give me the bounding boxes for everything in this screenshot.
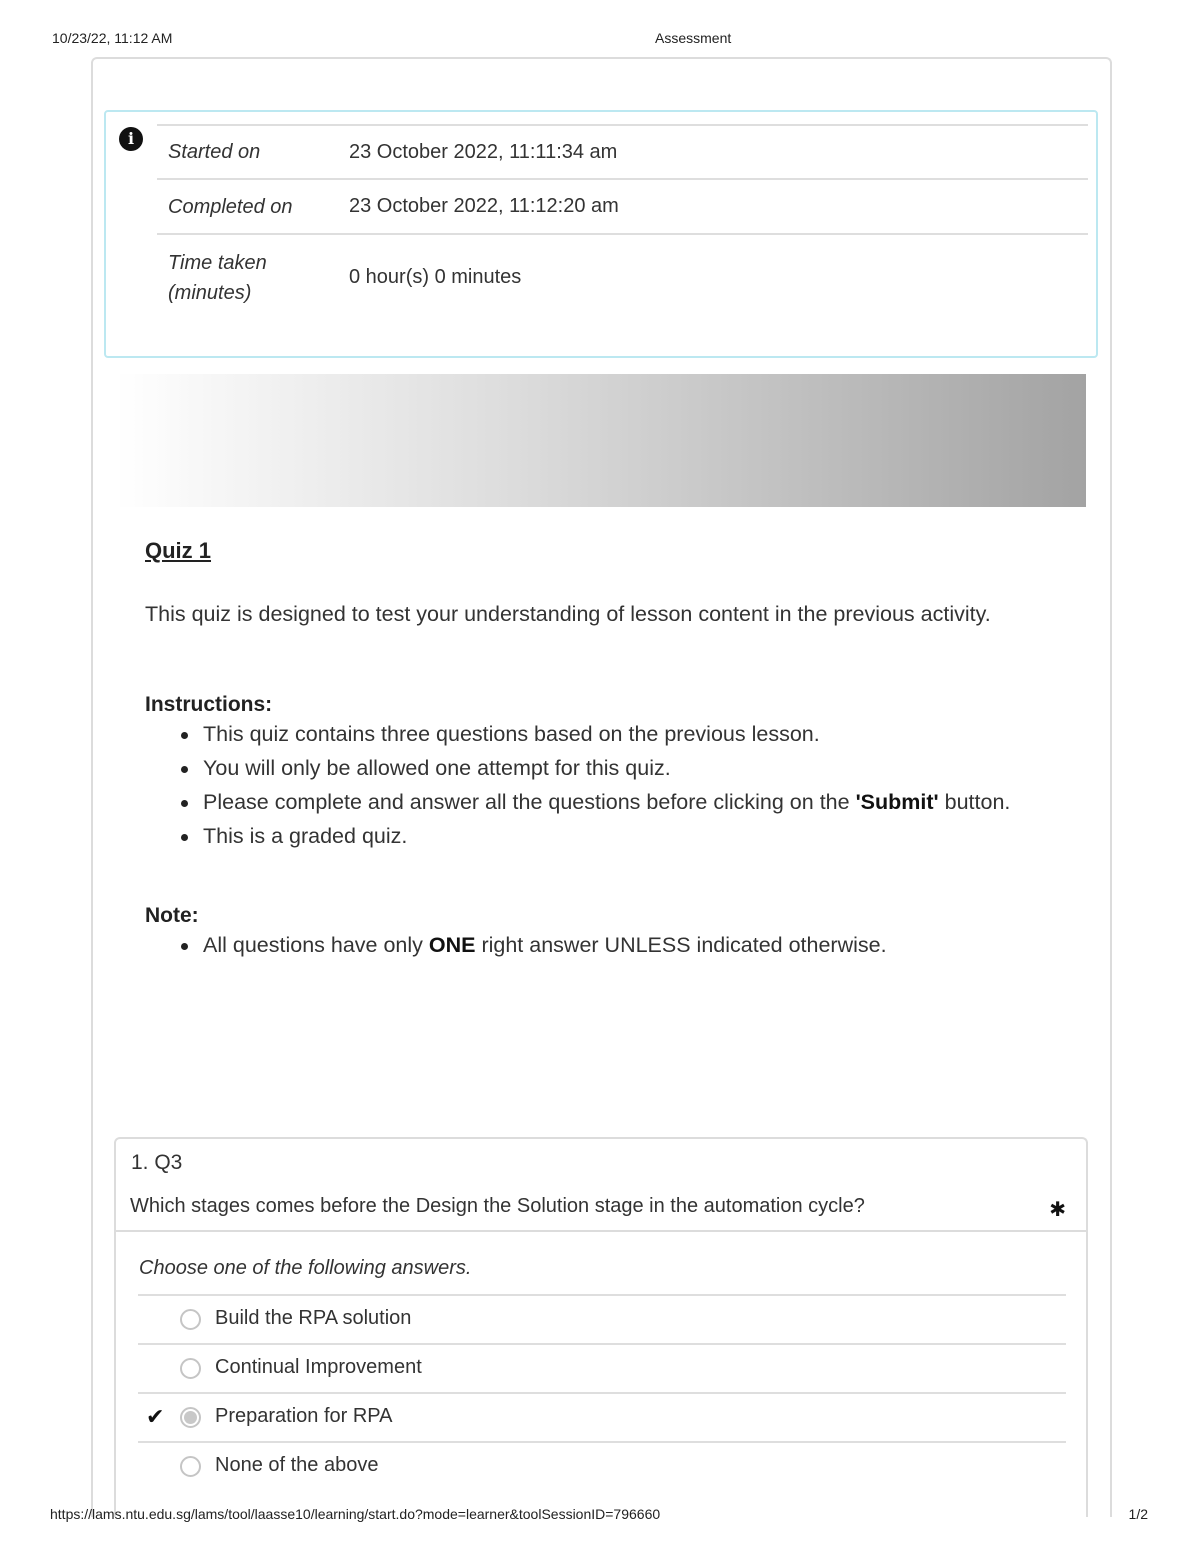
summary-label: Time taken (minutes) [168, 251, 267, 304]
answer-option[interactable] [138, 1296, 1066, 1345]
answer-label: None of the above [215, 1454, 379, 1476]
radio-button[interactable] [180, 1358, 201, 1379]
answer-instruction: Choose one of the following answers. [139, 1257, 472, 1279]
answer-label: Continual Improvement [215, 1356, 422, 1378]
print-title: Assessment [655, 30, 732, 46]
list-item-bold: ONE [428, 933, 476, 957]
radio-button[interactable] [180, 1309, 201, 1330]
question-card [114, 1137, 1088, 1517]
required-asterisk-icon: ✱ [1049, 1199, 1066, 1221]
divider [116, 1230, 1086, 1232]
quiz-description [145, 538, 1085, 962]
question-text: Which stages comes before the Design the Solution stage in the automation cycle? [130, 1195, 865, 1217]
list-item-text: right answer UNLESS indicated otherwise. [475, 933, 887, 957]
list-item [145, 928, 1085, 962]
list-item-text: button. [938, 790, 1011, 814]
bullet-icon [181, 834, 188, 841]
attempt-summary-box [104, 110, 1098, 358]
answer-option-selected[interactable] [138, 1394, 1066, 1443]
print-url: https://lams.ntu.edu.sg/lams/tool/laasse10/learning/start.do?mode=learner&toolSessionID=796660 [50, 1506, 661, 1522]
list-item [145, 751, 1085, 785]
print-date: 10/23/22, 11:12 AM [52, 30, 173, 46]
list-item-text: All questions have only [203, 933, 429, 957]
list-item-text: This quiz contains three questions based on the previous lesson. [203, 722, 820, 746]
banner-image [116, 374, 1086, 507]
list-item-text: You will only be allowed one attempt for this quiz. [203, 756, 671, 780]
list-item [145, 717, 1085, 751]
radio-button[interactable] [180, 1456, 201, 1477]
summary-row-time-taken [157, 235, 1088, 320]
answer-label: Preparation for RPA [215, 1405, 393, 1427]
summary-value: 23 October 2022, 11:11:34 am [349, 140, 618, 163]
list-item-text: Please complete and answer all the questions before clicking on the [203, 790, 856, 814]
bullet-icon [181, 943, 188, 950]
summary-row-completed [157, 180, 1088, 235]
question-number: 1. Q3 [131, 1151, 183, 1174]
instructions-heading: Instructions: [145, 693, 273, 716]
list-item [145, 819, 1085, 853]
print-page-number: 1/2 [1128, 1506, 1148, 1522]
answer-option[interactable] [138, 1443, 1066, 1492]
summary-row-started [157, 126, 1088, 180]
quiz-intro: This quiz is designed to test your understanding of lesson content in the previous activity. [145, 602, 991, 626]
answer-option[interactable] [138, 1345, 1066, 1394]
list-item-bold: 'Submit' [855, 790, 939, 814]
radio-button-selected[interactable] [180, 1407, 201, 1428]
attempt-summary-table [157, 124, 1088, 320]
summary-value: 0 hour(s) 0 minutes [349, 266, 522, 288]
checkmark-icon: ✔ [146, 1404, 165, 1429]
list-item [145, 785, 1085, 819]
answer-options [138, 1294, 1066, 1492]
quiz-title: Quiz 1 [145, 538, 212, 563]
instructions-list [145, 717, 1085, 853]
list-item-text: This is a graded quiz. [203, 824, 408, 848]
bullet-icon [181, 732, 188, 739]
summary-label: Completed on [168, 195, 293, 218]
note-heading: Note: [145, 904, 199, 927]
info-icon: i [119, 127, 143, 151]
summary-label: Started on [168, 141, 261, 163]
answer-label: Build the RPA solution [215, 1307, 412, 1329]
notes-list [145, 928, 1085, 962]
summary-value: 23 October 2022, 11:12:20 am [349, 195, 619, 217]
bullet-icon [181, 766, 188, 773]
bullet-icon [181, 800, 188, 807]
